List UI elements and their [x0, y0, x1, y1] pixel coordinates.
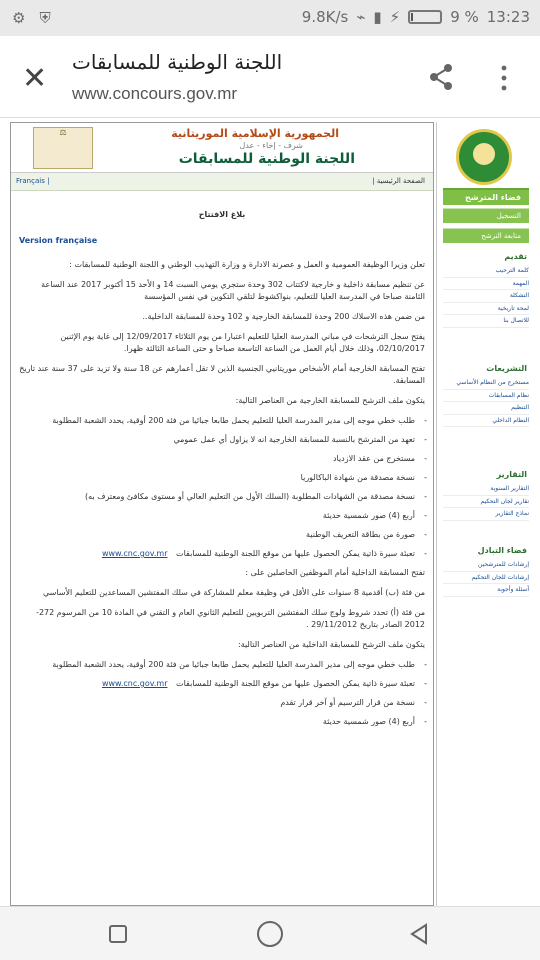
paragraph: من فئة (ب) أقدمية 8 سنوات على الأقل في وظيفة معلم للمشاركة في سلك المفتشين المساعدين للتعليم الأساسي [42, 588, 425, 597]
sidebar-section-exchange [443, 544, 529, 597]
sidebar-link[interactable]: مستخرج من النظام الأساسي [443, 377, 529, 390]
section-title: تقديم [504, 252, 527, 261]
national-emblem-icon [456, 129, 512, 185]
banner-line-2: شرف - إخاء - عدل [239, 141, 303, 150]
status-right [302, 8, 530, 26]
list-item-text: تعبئة سيرة ذاتية يمكن الحصول عليها من موقع اللجنة الوطنية للمسابقات [176, 679, 415, 688]
right-sidebar [436, 122, 530, 906]
sidebar-link[interactable]: كلمة الترحيب [443, 265, 529, 278]
list-item: - طلب خطي موجه إلى مدير المدرسة العليا للتعليم يحمل طابعا جبائيا من فئة 200 أوقية، يحدد الشعبة المطلوبة [29, 415, 425, 427]
article-body [11, 191, 433, 743]
android-navigation-bar [0, 906, 540, 960]
sidebar-section-reports [443, 468, 529, 521]
sidebar-link[interactable]: التنظيم [443, 402, 529, 415]
list-item [29, 548, 425, 560]
list-item: - طلب خطي موجه إلى مدير المدرسة العليا للتعليم يحمل طابعا جبائيا من فئة 200 أوقية، يحدد الشعبة المطلوبة [29, 659, 425, 671]
sidebar-section-intro [443, 250, 529, 328]
battery-percent: 9 % [450, 8, 479, 26]
logo: ⚖ [33, 127, 93, 169]
paragraph: تفتح المسابقة الداخلية أمام الموظفين الحاصلين على : [245, 568, 425, 577]
list-item: - تعهد من المترشح بالنسبة للمسابقة الخارجية انه لا يزاول أي عمل عمومي [29, 434, 425, 446]
signal-icon: ▮ [373, 8, 382, 26]
list-item: - أربع (4) صور شمسية حديثة [29, 716, 425, 728]
share-icon[interactable] [426, 62, 456, 92]
sidebar-link[interactable]: إرشادات للمترشحين [443, 559, 529, 572]
list-item: - صورة من بطاقة التعريف الوطنية [29, 529, 425, 541]
shield-icon: ⛨ [39, 9, 51, 27]
banner-line-1: الجمهورية الإسلامية الموريتانية [171, 127, 339, 140]
menu-icon[interactable] [498, 63, 510, 93]
list-item: - نسخة من قرار الترسيم أو آخر قرار تقدم [29, 697, 425, 709]
section-title: فضاء التبادل [477, 546, 527, 555]
sidebar-link[interactable]: التشكلة [443, 290, 529, 303]
main-content [10, 122, 434, 906]
list-item-text: تعبئة سيرة ذاتية يمكن الحصول عليها من موقع اللجنة الوطنية للمسابقات [176, 549, 415, 558]
sidebar-link[interactable]: تقارير لجان التحكيم [443, 496, 529, 509]
paragraph: من فئة (أ) تحدد شروط ولوج سلك المفتشين التربويين للتعليم الثانوي العام و التقني في المادة 10 من المرسوم 272-2012 الصادر بتاريخ 29/11/2012 . [36, 608, 425, 629]
sidebar-link[interactable]: للاتصال بنا [443, 315, 529, 328]
home-link[interactable]: الصفحة الرئيسية | [372, 177, 425, 185]
back-icon[interactable] [408, 923, 430, 945]
sidebar-link[interactable]: لمحة تاريخية [443, 303, 529, 316]
bolt-icon: ⚡ [389, 8, 401, 26]
paragraph: تعلن وزيرا الوظيفة العمومية و العمل و عصرنة الادارة و وزارة التهذيب الوطني و اللجنة الوطنية للمسابقات : [69, 260, 425, 269]
paragraph: يتكون ملف الترشح للمسابقة الخارجية من العناصر التالية: [235, 396, 425, 405]
battery-icon [408, 10, 442, 24]
sidebar-item-register[interactable]: التسجيل [443, 208, 529, 223]
sidebar-section-legislation [443, 362, 529, 427]
language-link[interactable]: Français | [16, 177, 50, 185]
article-heading: بلاغ الافتتاح [198, 210, 246, 219]
site-banner [11, 123, 433, 173]
list-item: - أربع (4) صور شمسية حديثة [29, 510, 425, 522]
sidebar-link[interactable]: نظام المسابقات [443, 390, 529, 403]
paragraph: يفتح سجل الترشحات في مباني المدرسة العليا للتعليم اعتبارا من يوم الثلاثاء 12/09/2017 إلى غاية يوم الإثنين 02/10/2017، وذلك خلال أيام العمل من الساعة التاسعة صباحا و حتى الساعة الثالثة ظهرا. [60, 332, 425, 353]
banner-line-3: اللجنة الوطنية للمسابقات [178, 151, 355, 167]
section-title: التشريعات [486, 364, 527, 373]
sidebar-link[interactable]: التقارير السنوية [443, 483, 529, 496]
section-links [443, 483, 529, 521]
paragraph: يتكون ملف الترشح للمسابقة الداخلية من العناصر التالية: [238, 640, 425, 649]
paragraph: من ضمن هذه الاسلاك 200 وحدة للمسابقة الخارجية و 102 وحدة للمسابقة الداخلية.. [142, 312, 425, 321]
version-link[interactable]: Version française [19, 236, 98, 245]
candidate-space-heading: فضاء المترشح [443, 188, 529, 205]
status-bar [0, 0, 540, 36]
home-icon[interactable] [257, 921, 283, 947]
section-title: التقارير [496, 470, 527, 479]
cnc-link[interactable]: www.cnc.gov.mr [101, 679, 168, 688]
paragraph: عن تنظيم مسابقة داخلية و خارجية لاكتتاب 302 وحدة ستجري يومي السبت 14 و الأحد 15 أكتوبر 2017 عند الساعة الثامنة صباحا في المدرسة العليا للتعليم، بنواكشوط لتلقي التكوين في نفس المؤسسة [41, 280, 425, 301]
section-links [443, 559, 529, 597]
page-title: اللجنة الوطنية للمسابقات [72, 50, 283, 74]
list-item: - مستخرج من عقد الازدياد [29, 453, 425, 465]
close-icon[interactable]: ✕ [22, 61, 48, 96]
list-item: - نسخة مصدقة من الشهادات المطلوبة (السلك الأول من التعليم العالي أو مستوى مكافئ ومعترف به) [29, 491, 425, 503]
battery-fill [411, 13, 413, 21]
sidebar-link[interactable]: إرشادات للجان التحكيم [443, 572, 529, 585]
list-item [29, 678, 425, 690]
sidebar-link[interactable]: نماذج التقارير [443, 508, 529, 521]
url-text[interactable]: www.concours.gov.mr [72, 84, 238, 103]
sidebar-link[interactable]: المهمة [443, 278, 529, 291]
top-nav [11, 173, 433, 191]
section-links [443, 377, 529, 427]
sidebar-link[interactable]: النظام الداخلي [443, 415, 529, 428]
sidebar-item-follow-up[interactable]: متابعة الترشح [443, 228, 529, 243]
sidebar-link[interactable]: أسئلة وأجوبة [443, 584, 529, 597]
clock: 13:23 [486, 8, 530, 26]
web-page [0, 118, 540, 906]
list-item: - نسخة مصدقة من شهادة الباكالوريا [29, 472, 425, 484]
app-icon: ⚙ [12, 9, 26, 27]
wifi-icon: ⌁ [356, 8, 366, 26]
network-speed: 9.8K/s [301, 8, 349, 26]
cnc-link[interactable]: www.cnc.gov.mr [101, 549, 168, 558]
status-left [12, 9, 51, 27]
paragraph: تفتح المسابقة الخارجية أمام الأشخاص موريتانيي الجنسية الذين لا تقل أعمارهم عن 18 سنة ولا تزيد على 37 سنة عند تاريخ المسابقة. [19, 364, 425, 385]
recent-apps-icon[interactable] [109, 925, 127, 943]
browser-toolbar [0, 36, 540, 118]
section-links [443, 265, 529, 328]
